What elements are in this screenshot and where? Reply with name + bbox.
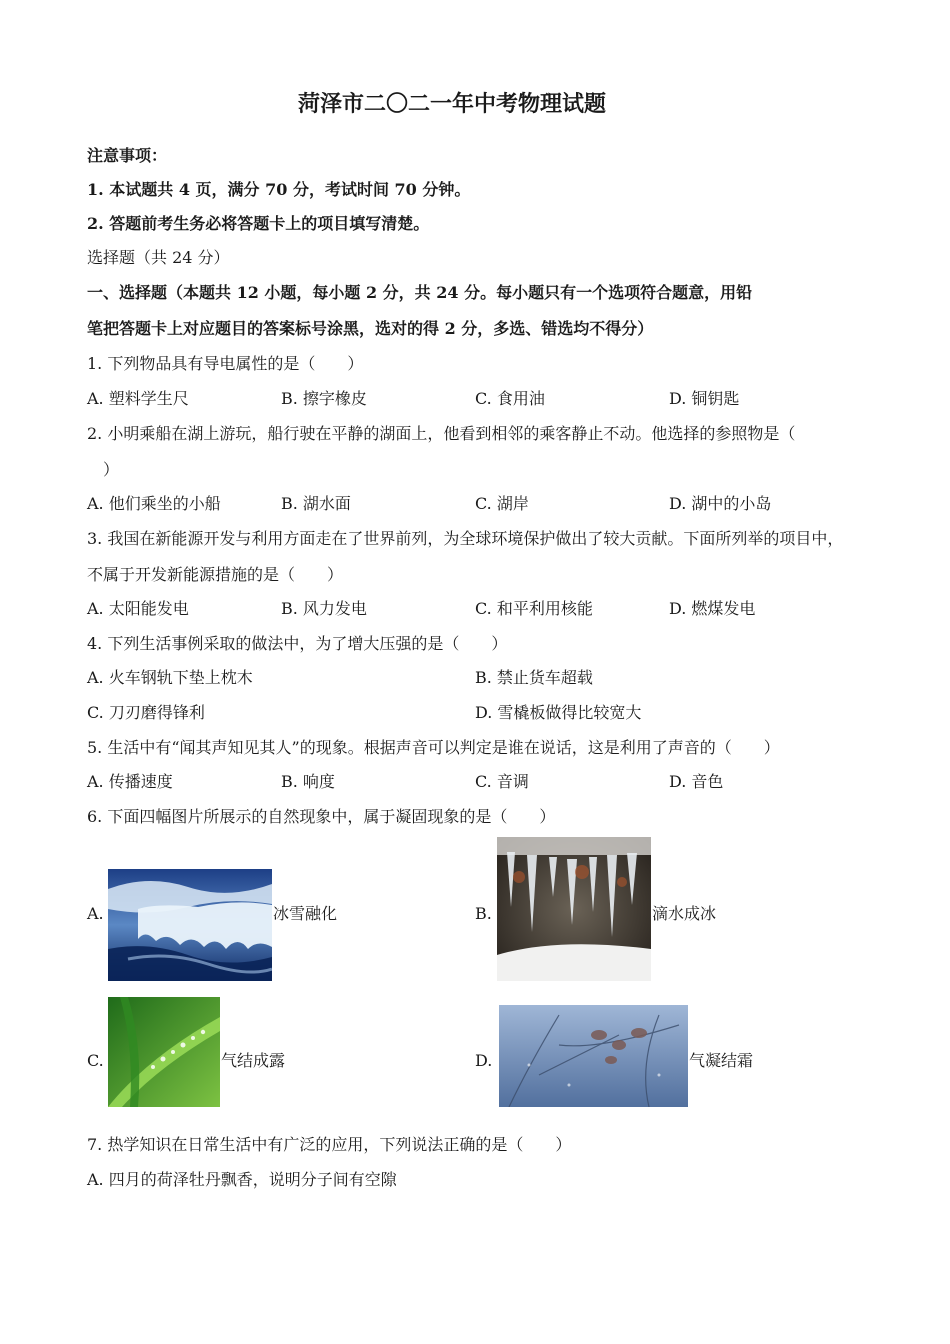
notice-heading: 注意事项： (87, 146, 168, 165)
q6-option-d-letter: D. (475, 1051, 493, 1070)
q5-option-a: A. 传播速度 (87, 772, 173, 791)
q5-stem: 5. 生活中有“闻其声知见其人”的现象。根据声音可以判定是谁在说话，这是利用了声音的（ ） (87, 738, 780, 757)
q2-option-c: C. 湖岸 (475, 494, 529, 513)
q6-option-c-letter: C. (87, 1051, 104, 1070)
q2-option-b: B. 湖水面 (281, 494, 351, 513)
q6-image-dew-on-grass (108, 997, 220, 1107)
q6-option-a-label: 冰雪融化 (273, 904, 338, 923)
q1-option-c: C. 食用油 (475, 389, 545, 408)
section-instruction-line2: 笔把答题卡上对应题目的答案标号涂黑，选对的得 2 分，多选、错选均不得分） (87, 319, 654, 338)
q3-option-b: B. 风力发电 (281, 599, 367, 618)
q3-stem: 3. 我国在新能源开发与利用方面走在了世界前列，为全球环境保护做出了较大贡献。下面所列举的项目中， (87, 529, 844, 548)
q6-option-d-label: 气凝结霜 (689, 1051, 754, 1070)
q6-image-ice-melting (108, 869, 272, 981)
q4-option-d: D. 雪橇板做得比较宽大 (475, 703, 642, 722)
q7-stem: 7. 热学知识在日常生活中有广泛的应用，下列说法正确的是（ ） (87, 1135, 572, 1154)
q4-option-c: C. 刀刃磨得锋利 (87, 703, 205, 722)
q7-option-a: A. 四月的荷泽牡丹飘香，说明分子间有空隙 (87, 1170, 397, 1189)
q4-stem: 4. 下列生活事例采取的做法中，为了增大压强的是（ ） (87, 634, 508, 653)
q5-option-c: C. 音调 (475, 772, 529, 791)
page-title: 菏泽市二〇二一年中考物理试题 (298, 91, 607, 117)
q1-option-a: A. 塑料学生尺 (87, 389, 189, 408)
q1-option-d: D. 铜钥匙 (669, 389, 740, 408)
notice-item-2: 2. 答题前考生务必将答题卡上的项目填写清楚。 (87, 214, 430, 233)
q6-option-c-label: 气结成露 (221, 1051, 286, 1070)
q2-option-a: A. 他们乘坐的小船 (87, 494, 221, 513)
q1-option-b: B. 擦字橡皮 (281, 389, 367, 408)
q2-stem-cont: ） (103, 460, 120, 479)
q5-option-d: D. 音色 (669, 772, 724, 791)
q6-option-b-label: 滴水成冰 (652, 904, 717, 923)
q6-image-icicles (497, 837, 651, 981)
q3-option-d: D. 燃煤发电 (669, 599, 756, 618)
q6-image-frost-leaves (499, 1005, 688, 1107)
q2-option-d: D. 湖中的小岛 (669, 494, 772, 513)
q1-stem: 1. 下列物品具有导电属性的是（ ） (87, 354, 364, 373)
q2-stem: 2. 小明乘船在湖上游玩，船行驶在平静的湖面上，他看到相邻的乘客静止不动。他选择的参照物是（ (87, 424, 796, 443)
q3-option-a: A. 太阳能发电 (87, 599, 189, 618)
q3-stem-cont: 不属于开发新能源措施的是（ ） (87, 565, 344, 584)
q3-option-c: C. 和平利用核能 (475, 599, 593, 618)
notice-item-1: 1. 本试题共 4 页，满分 70 分，考试时间 70 分钟。 (87, 180, 471, 199)
q4-option-a: A. 火车钢轨下垫上枕木 (87, 668, 253, 687)
q6-option-a-letter: A. (87, 904, 104, 923)
q5-option-b: B. 响度 (281, 772, 335, 791)
q6-option-b-letter: B. (475, 904, 492, 923)
section-instruction-line1: 一、选择题（本题共 12 小题，每小题 2 分，共 24 分。每小题只有一个选项符合题意，用铅 (87, 283, 753, 302)
q4-option-b: B. 禁止货车超载 (475, 668, 593, 687)
section-heading: 选择题（共 24 分） (87, 248, 230, 267)
q6-stem: 6. 下面四幅图片所展示的自然现象中，属于凝固现象的是（ ） (87, 807, 556, 826)
